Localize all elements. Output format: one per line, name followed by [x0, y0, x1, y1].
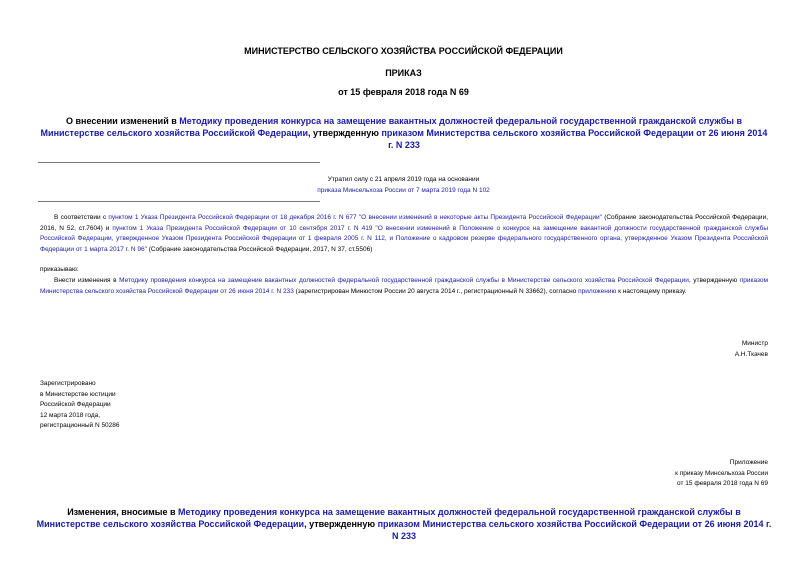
preamble-paragraph	[40, 213, 768, 255]
body-text-3: (зарегистрирован Минюстом России 20 августа 2014 г., регистрационный N 33662), согласно	[293, 287, 579, 295]
body-text-4: к настоящему приказу.	[616, 287, 687, 295]
doc-type-heading: ПРИКАЗ	[385, 68, 422, 78]
preamble-link-decree-419[interactable]: пунктом 1 Указа Президента Российской Федерации от 10 сентября 2017 г. N 419 "О внесении изменений в Положение о конкурсе на замещение вакантной должности государственной гражданской службы Российской Федерации, утвержденное Указом Президента Российской Федерации от 1 февраля 2005 г. N 112, и Положение о кадровом резерве федерального государственного органа, утвержденное Указом Президента Российской Федерации от 1 марта 2017 г. N 96"	[40, 224, 768, 253]
title-text-1: О внесении изменений в	[65, 116, 180, 126]
body-paragraph	[40, 276, 768, 297]
signature-position: Министр	[741, 340, 768, 347]
registration-line: Зарегистрировано	[40, 380, 96, 387]
preamble-link-decree-677[interactable]: пунктом 1 Указа Президента Российской Федерации от 18 декабря 2016 г. N 677 "О внесении изменений в некоторые акты Президента Российской Федерации"	[108, 214, 602, 221]
appendix-title	[36, 506, 772, 542]
appendix-line: Приложение	[729, 459, 768, 466]
registration-line: в Министерстве юстиции	[40, 390, 116, 398]
appendix-title-link-order-233[interactable]: приказом Министерства сельского хозяйства Российской Федерации от 26 июня 2014 г. N 233	[377, 519, 772, 541]
title-text-2: , утвержденную	[308, 128, 382, 138]
preamble-text-2: (Собрание законодательства Российской Федерации, 2016, N 52, ст.7604) и	[40, 214, 769, 232]
registration-line: Российской Федерации	[40, 401, 111, 408]
validity-note	[0, 175, 807, 196]
body-link-appendix[interactable]: приложению	[578, 287, 617, 295]
order-date: от 15 февраля 2018 года N 69	[338, 87, 469, 97]
body-link-order-233[interactable]: приказом Министерства сельского хозяйства Российской Федерации от 26 июня 2014 г. N 233	[40, 277, 768, 295]
appendix-block	[675, 458, 768, 490]
registration-line: 12 марта 2018 года,	[40, 411, 101, 419]
appendix-title-link-methodology[interactable]: Методику проведения конкурса на замещение вакантных должностей федеральной государственной гражданской службы в Министерстве сельского хозяйства Российской Федерации	[36, 507, 741, 529]
registration-block	[40, 379, 120, 432]
signature-name: А.Н.Ткачев	[734, 350, 768, 358]
registration-line: регистрационный N 50286	[40, 422, 120, 429]
body-text-2: , утвержденную	[688, 277, 740, 284]
body-link-methodology[interactable]: Методику проведения конкурса на замещение вакантных должностей федеральной государственной гражданской службы в Министерстве сельского хозяйства Российской Федерации	[119, 277, 689, 284]
title-link-methodology[interactable]: Методику проведения конкурса на замещение вакантных должностей федеральной государственной гражданской службы в Министерстве сельского хозяйства Российской Федерации	[40, 116, 743, 138]
order-title	[40, 115, 768, 151]
appendix-line: к приказу Минсельхоза России	[675, 469, 768, 477]
ministry-heading: МИНИСТЕРСТВО СЕЛЬСКОГО ХОЗЯЙСТВА РОССИЙСКОЙ ФЕДЕРАЦИИ	[244, 46, 563, 56]
preamble-text-3: (Собрание законодательства Российской Федерации, 2017, N 37, ст.5506)	[146, 245, 373, 253]
order-word: приказываю:	[40, 266, 79, 273]
separator-top	[38, 162, 320, 163]
appendix-title-text-2: , утвержденную	[304, 519, 378, 529]
separator-bottom	[38, 201, 320, 202]
preamble-text-1: В соответствии с	[54, 214, 109, 221]
appendix-line: от 15 февраля 2018 года N 69	[677, 480, 768, 487]
title-link-order-233[interactable]: приказом Министерства сельского хозяйства Российской Федерации от 26 июня 2014 г. N 233	[381, 128, 768, 150]
validity-line: Утратил силу с 21 апреля 2019 года на основании	[327, 176, 480, 183]
appendix-title-text-1: Изменения, вносимые в	[67, 507, 179, 517]
signature-block	[735, 339, 768, 360]
body-text-1: Внести изменения в	[54, 277, 120, 284]
validity-link[interactable]: приказа Минсельхоза России от 7 марта 2019 года N 102	[317, 186, 490, 194]
